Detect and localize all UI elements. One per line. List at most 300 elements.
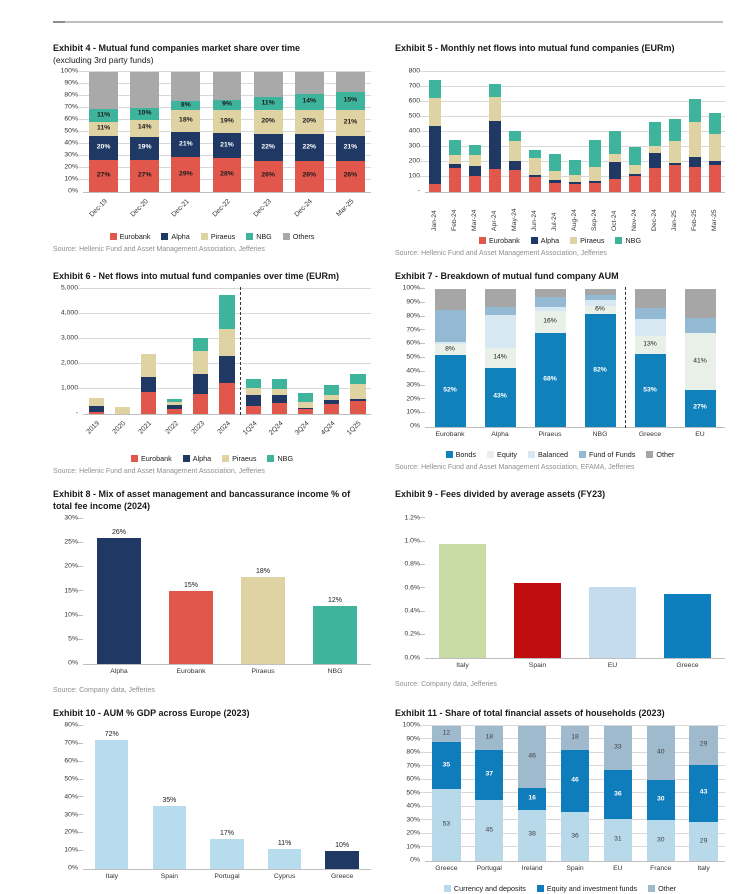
chart-body [53,721,371,887]
y-axis-label: 100% [60,67,78,75]
data-label: 29 [699,740,708,748]
data-label: 26% [302,172,317,180]
y-axis-label: 20% [406,395,420,403]
x-axis-label [135,415,161,449]
y-axis-label: 30% [406,816,420,824]
x-axis [425,428,725,445]
bar-slot [330,72,371,192]
bar-segment [449,164,461,168]
y-axis-label: 0.0% [404,654,420,662]
bars-row [425,726,725,861]
bar-segment [254,134,283,160]
bar-segment [171,110,200,132]
chart-body [395,514,725,676]
x-axis-label-text: Italy [105,872,119,880]
x-axis-label [596,862,639,879]
bar-slot [525,72,545,192]
bar [313,596,358,664]
bar-slot [188,289,214,414]
bar-segment [485,368,516,427]
data-label: 72% [104,731,119,739]
legend-item [570,236,604,245]
y-axis-label: 800 [408,67,420,75]
x-axis-label-text: Italy [456,662,469,670]
bar-segment [171,72,200,101]
data-label: 27% [96,171,111,179]
bar-segment [89,136,118,160]
exhibit-11-header [395,708,725,720]
x-axis-label-text: Apr-24 [491,210,499,231]
bar [95,731,128,869]
stacked-bar [635,289,666,427]
x-axis-label [645,193,665,231]
data-label: 10% [335,842,350,850]
y-axis-label: 50% [406,353,420,361]
bar-segment [629,176,641,192]
bar-segment [635,336,666,354]
y-axis-label: 20% [64,828,78,836]
y-axis-label: 90% [64,79,78,87]
bar-segment [141,392,156,414]
x-axis-label-text: 1Q25 [346,420,363,437]
stacked-bar [685,289,716,427]
exhibit-8-figure [53,514,371,682]
bar-segment [246,379,261,388]
x-axis-label [505,193,525,231]
legend-label: Alpha [540,236,560,245]
y-axis-label: 40% [406,802,420,810]
y-axis-label: 90% [406,735,420,743]
data-label: 13% [643,340,657,348]
x-axis-label [162,415,188,449]
y-axis-label: 400 [408,127,420,135]
bar-segment [635,354,666,427]
x-axis-label-text: Feb-24 [451,209,459,231]
x-axis-label-text: Eurobank [176,667,206,675]
bar-segment [336,92,365,110]
y-axis-label: 15% [64,586,78,594]
data-label: 19% [220,117,234,125]
x-axis-label [468,862,511,879]
exhibit-6-block [53,271,371,476]
bar-segment [89,160,118,192]
bar-segment [535,333,566,427]
x-axis-label-text: Jan-24 [431,210,439,231]
data-label: 38 [528,830,536,838]
bar-segment [535,297,566,307]
bar-segment [689,122,701,157]
y-axis-label: 5% [68,635,78,643]
legend-item [615,236,641,245]
x-axis-label [248,193,289,227]
legend-swatch [570,237,577,244]
x-axis-label [124,193,165,227]
stacked-bar [254,72,283,192]
y-axis-label: 20% [64,562,78,570]
legend-item [531,236,559,245]
bar-segment [213,72,242,100]
bar-segment [489,169,501,192]
x-axis [83,665,371,682]
bar-segment [569,175,581,183]
bar-slot [345,289,371,414]
stacked-bar [213,72,242,192]
y-axis-label: 1.2% [404,514,420,522]
bar-slot [425,518,500,658]
exhibit-6-title: Exhibit 6 - Net flows into mutual fund companies over time (EURm) [53,271,340,282]
bar-segment [429,98,441,126]
x-axis-label-text: Dec-20 [129,198,150,219]
bar [664,594,711,658]
bar-slot [313,726,371,869]
bar-segment [193,394,208,414]
bar-slot [214,289,240,414]
y-axis-label: 40% [64,793,78,801]
y-axis-label: 60% [406,775,420,783]
bar-segment [219,383,234,414]
data-label: 21% [343,143,358,151]
bar-slot [141,726,199,869]
bar-segment [89,122,118,135]
bar-slot [554,726,597,861]
bar-segment [689,167,701,192]
legend-label: NBG [256,232,272,241]
exhibit-6-header [53,271,371,283]
bar [268,840,301,869]
stacked-bar [130,72,159,192]
data-label: 29 [699,837,708,845]
bar-slot [575,289,625,427]
x-axis-label-text: Sep-24 [591,209,599,231]
x-axis-label [83,193,124,227]
y-axis-label: 0% [68,659,78,667]
legend-item [537,884,637,893]
data-label: 21% [220,141,234,149]
bar-slot [575,518,650,658]
stacked-bar [449,72,461,192]
bar-segment [324,400,339,404]
y-axis [53,514,83,667]
exhibit-5-source: Source: Hellenic Fund and Asset Management Association, Jefferies [395,250,607,257]
bar-segment [635,319,666,336]
bar [589,587,636,658]
bar-segment [89,72,118,109]
x-axis-label-text: Eurobank [435,431,465,439]
y-axis-label: 0% [68,187,78,195]
bars-row [83,72,371,192]
exhibit-8-block [53,489,371,695]
bar-segment [509,141,521,161]
data-label: 21% [179,140,193,148]
exhibit-4-title: Exhibit 4 - Mutual fund companies market share over time [53,43,301,53]
bar-segment [272,389,287,396]
x-axis-label-text: Mar-25 [335,198,356,219]
bar-segment [475,726,503,750]
bar-segment [469,145,481,155]
x-axis-label-text: 2Q24 [267,420,285,437]
y-axis-label: 60% [64,115,78,123]
y-axis-label: 80% [64,721,78,729]
bar-segment [432,742,460,789]
stacked-bar [585,289,616,427]
y-axis [395,721,425,864]
x-axis-label [465,193,485,231]
data-label: 18 [485,733,494,741]
bar-segment [709,113,721,134]
exhibit-8-title: Exhibit 8 - Mix of asset management and bancassurance income % of total fee income (2024) [53,489,351,512]
bar-segment [254,97,283,110]
plot-area [83,289,371,415]
y-axis-label: 25% [64,538,78,546]
y-axis-label: 10% [64,175,78,183]
bar-segment [435,342,466,345]
bar-segment [130,72,159,108]
x-axis-label [585,193,605,231]
bar-segment [295,134,324,160]
legend-swatch [446,451,453,458]
stacked-bar [336,72,365,192]
bar-slot [425,72,445,192]
x-axis-label [545,193,565,231]
stacked-bar [549,72,561,192]
bar-segment [213,110,242,133]
x-axis-label [475,428,525,445]
plot-area [425,518,725,659]
legend-label: Balanced [538,450,568,460]
stacked-bar [246,289,261,414]
bar-segment [518,726,546,788]
bar [514,583,561,659]
y-axis [53,284,83,417]
chart-legend [53,232,371,241]
chart-body [53,67,371,227]
series-divider [625,287,626,428]
bar-segment [89,412,104,414]
legend-label: NBG [277,454,294,464]
y-axis-label: 1,000 [60,384,78,392]
bar-segment [585,306,616,314]
bar-segment [89,398,104,407]
bar-slot [198,726,256,869]
bar-segment [585,289,616,295]
bar-segment [685,390,716,427]
x-axis-label-text: 2022 [163,420,180,436]
bar-segment [561,726,589,750]
bar-segment [489,84,501,97]
stacked-bar [115,289,130,414]
bar-segment [485,307,516,315]
exhibit-9-title: Exhibit 9 - Fees divided by average assets (FY23) [395,489,606,500]
bars-row [83,519,371,664]
bar-segment [585,295,616,301]
bar-segment [529,158,541,175]
stacked-bar [219,289,234,414]
data-label: 15% [183,582,199,590]
stacked-bar [167,289,182,414]
plot-area-wrap [425,726,725,879]
y-axis-label: 4,000 [60,309,78,317]
bar-segment [298,409,313,414]
x-axis-label [575,659,650,676]
bar-slot [705,72,725,192]
bar-slot [206,72,247,192]
x-axis-label-text: NBG [327,667,343,675]
bar-segment [518,810,546,861]
data-label: 18 [571,733,579,741]
data-label: 18% [179,116,193,124]
chart-body [53,514,371,682]
bar-segment [213,100,242,111]
x-axis-label [625,428,675,445]
x-axis-label-text: Greece [676,662,699,670]
bar-segment [449,168,461,192]
x-axis-label-text: Aug-24 [571,209,579,231]
x-axis-label [625,193,645,231]
x-axis-label [639,862,682,879]
bar-segment [589,167,601,181]
exhibit-7-title: Exhibit 7 - Breakdown of mutual fund company AUM [395,271,619,282]
y-axis-label: 80% [406,312,420,320]
x-axis-label-text: EU [613,864,623,872]
bar-segment [569,184,581,192]
bar-slot [83,519,155,664]
data-label: 12 [442,729,451,737]
bar [439,544,486,658]
bar-slot [505,72,525,192]
x-axis-label-text: Piraeus [251,667,275,675]
chart-legend [395,236,725,245]
data-label: 37 [485,770,494,778]
bar-segment [569,160,581,175]
data-label: 41% [693,357,707,365]
plot-area [425,72,725,193]
legend-swatch [110,233,117,240]
x-axis [425,659,725,676]
bar [325,842,358,869]
stacked-bar [589,72,601,192]
exhibit-11-block [395,708,725,893]
bar-segment [649,122,661,145]
y-axis-label: 0% [68,864,78,872]
bar-slot [565,72,585,192]
plot-area [425,726,725,862]
exhibit-8-source: Source: Company data, Jefferies [53,686,155,694]
bar-slot [485,72,505,192]
x-axis-label-text: Oct-24 [611,210,619,231]
chart-body [53,284,371,449]
legend-label: Piraeus [580,236,605,245]
stacked-bar [669,72,681,192]
x-axis-label-text: Dec-24 [651,209,659,231]
x-axis-label-text: 2024 [216,420,232,436]
x-axis-label [83,665,155,682]
bar-segment [435,355,466,427]
y-axis-label: 300 [408,142,420,150]
bar-segment [435,344,466,355]
bar-segment [432,789,460,861]
bar-segment [350,374,365,384]
legend-label: Eurobank [488,236,520,245]
bar-segment [295,94,324,111]
x-axis-label-text: NBG [592,431,608,439]
stacked-bar [535,289,566,427]
bar-segment [561,750,589,812]
y-axis-label: 10% [64,846,78,854]
bar-segment [485,315,516,348]
stacked-bar [647,726,675,861]
bar-segment [298,393,313,402]
bar-segment [689,822,717,861]
y-axis-label: 0% [410,856,420,864]
exhibit-9-header [395,489,725,512]
bar-segment [213,133,242,158]
bar-segment [635,308,666,319]
bar-slot [665,72,685,192]
y-axis-label: 20% [406,829,420,837]
data-label: 20% [96,143,111,151]
x-axis-label-text: Alpha [110,667,128,675]
bar-segment [509,170,521,192]
y-axis-label: 500 [408,112,420,120]
bar-segment [529,150,541,158]
y-axis [395,514,425,662]
y-axis-label: 200 [408,157,420,165]
plot-area-wrap [425,289,725,445]
legend-swatch [222,455,229,462]
bar-segment [469,155,481,166]
bar-segment [647,780,675,821]
x-axis-label-text: 2023 [190,420,206,436]
data-label: 35% [162,797,177,805]
y-axis-label: 70% [406,326,420,334]
x-axis-label [565,193,585,231]
exhibit-7-figure [395,284,725,460]
x-axis-label-text: Spain [566,864,584,872]
bar-segment [130,160,159,192]
bar-slot [585,72,605,192]
bar-segment [449,155,461,164]
exhibit-8-chart [53,514,371,682]
bar-segment [246,406,261,414]
bar-segment [509,131,521,141]
y-axis [395,284,425,430]
bar-segment [89,406,104,412]
data-label: 14% [137,124,152,132]
exhibit-7-chart [395,284,725,460]
bar-segment [585,300,616,306]
bar-segment [549,183,561,192]
bar-segment [529,177,541,192]
y-axis-label: 5,000 [60,284,78,292]
y-axis-label: - [417,187,420,195]
data-label: 26% [343,172,358,180]
bar-segment [272,379,287,389]
bar-segment [535,311,566,333]
x-axis-label-text: 4Q24 [320,420,337,437]
stacked-bar [469,72,481,192]
bar-slot [675,289,725,427]
legend-item [161,232,189,241]
bar-segment [193,374,208,394]
bar-slot [155,519,227,664]
legend-swatch [161,233,168,240]
data-label: 17% [219,829,234,837]
legend-item [246,232,272,241]
exhibit-10-chart [53,721,371,887]
legend-label: Alpha [192,454,212,464]
bar-segment [254,161,283,192]
stacked-bar [475,726,503,861]
